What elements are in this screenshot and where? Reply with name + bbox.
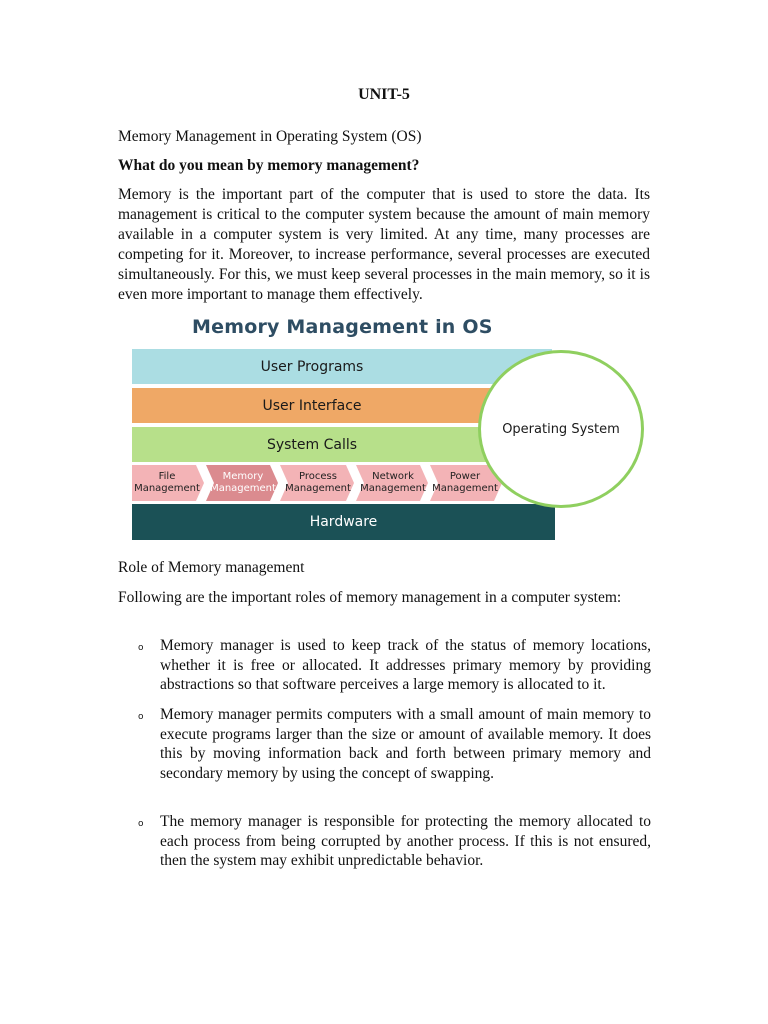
list-item: Memory manager permits computers with a small amount of main memory to execute programs larger than the size or amount of available memory. It does this by moving information back and forth between primary memory and secondary memory by using the concept of swapping. (160, 706, 651, 782)
module-memory-management (208, 465, 278, 501)
memory-management-diagram (132, 312, 652, 544)
module-network-line2: Management (360, 483, 426, 494)
section-subtitle: Memory Management in Operating System (OS) (118, 128, 422, 145)
question-heading: What do you mean by memory management? (118, 157, 420, 174)
roles-intro: Following are the important roles of memory management in a computer system: (118, 589, 622, 606)
module-power-line1: Power (449, 471, 481, 482)
layer-user-interface-label: User Interface (262, 397, 362, 414)
module-network-line1: Network (372, 471, 414, 482)
list-item: Memory manager is used to keep track of the status of memory locations, whether it is free or allocated. It addresses primary memory by providing abstractions so that software perceives a large memory is allocated to it. (160, 637, 651, 693)
list-item: The memory manager is responsible for protecting the memory allocated to each process from being corrupted by another process. If this is not ensured, then the system may exhibit unpredictable behavior. (160, 813, 651, 869)
layer-hardware: Hardware (132, 504, 555, 540)
module-file-management (132, 465, 202, 501)
module-network-management (358, 465, 428, 501)
unit-title: UNIT-5 (358, 86, 410, 103)
bullet-marker: o (138, 712, 144, 722)
operating-system-circle (478, 350, 644, 508)
module-process-management (282, 465, 354, 501)
layer-user-programs-label: User Programs (260, 358, 364, 375)
bullet-marker: o (138, 819, 144, 829)
role-heading: Role of Memory management (118, 559, 305, 576)
module-file-line1: File (158, 471, 176, 482)
intro-paragraph: Memory is the important part of the computer that is used to store the data. Its management is critical to the computer system because the amount of main memory available in a computer system is very limited. At any time, many processes are competing for it. Moreover, to increase performance, several processes are executed simultaneously. For this, we must keep several processes in the main memory, so it is even more important to manage them effectively. (118, 186, 650, 303)
bullet-marker: o (138, 643, 144, 653)
module-memory-line2: Management (210, 483, 276, 494)
module-power-line2: Management (432, 483, 498, 494)
diagram-title: Memory Management in OS (192, 316, 493, 338)
module-file-line2: Management (134, 483, 200, 494)
layer-system-calls-label: System Calls (266, 436, 358, 453)
operating-system-label: Operating System (502, 421, 620, 437)
module-process-line1: Process (299, 471, 337, 482)
layer-user-programs (132, 349, 552, 384)
module-memory-line1: Memory (222, 471, 264, 482)
module-process-line2: Management (285, 483, 351, 494)
